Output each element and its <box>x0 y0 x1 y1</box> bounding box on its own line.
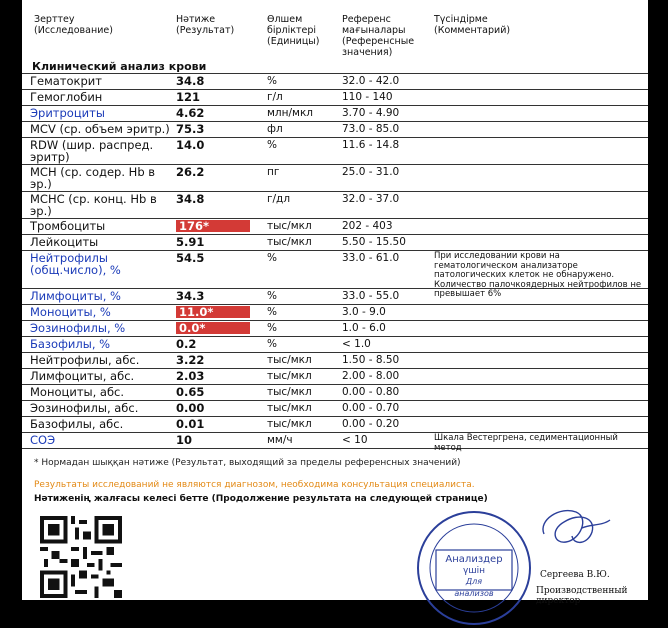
test-unit: % <box>267 290 277 302</box>
table-row <box>22 289 648 305</box>
stamp-icon <box>414 508 534 628</box>
test-unit: тыс/мкл <box>267 418 312 430</box>
test-unit: % <box>267 338 277 350</box>
test-name: СОЭ <box>30 433 56 447</box>
test-unit: % <box>267 75 277 87</box>
test-reference: 11.6 - 14.8 <box>342 139 400 151</box>
header-units-text: Өлшем бірліктері (Единицы) <box>267 14 320 47</box>
test-name: Моноциты, абс. <box>30 385 125 399</box>
test-result: 121 <box>176 90 201 104</box>
table-row <box>22 433 648 453</box>
test-name: Гемоглобин <box>30 90 103 104</box>
test-reference: 0.00 - 0.80 <box>342 386 400 398</box>
test-reference: 32.0 - 37.0 <box>342 193 400 205</box>
stamp-line3: Для <box>465 577 483 586</box>
test-result: 34.8 <box>176 192 205 206</box>
header-result-text: Нәтиже (Результат) <box>176 14 235 36</box>
continued-note: Нәтиженің жалғасы келесі бетте (Продолжение результата на следующей странице) <box>34 494 488 504</box>
test-result: 5.91 <box>176 235 205 249</box>
test-reference: 25.0 - 31.0 <box>342 166 400 178</box>
test-unit: пг <box>267 166 280 178</box>
test-result: 11.0* <box>176 306 250 318</box>
header-result <box>176 14 234 36</box>
test-result: 75.3 <box>176 122 205 136</box>
table-row <box>22 192 648 219</box>
signature-icon <box>530 500 620 560</box>
table-row <box>22 165 648 192</box>
test-result: 0.65 <box>176 385 205 399</box>
header-comment-text: Түсіндірме (Комментарий) <box>434 14 511 36</box>
table-row <box>22 369 648 385</box>
test-name: Базофилы, абс. <box>30 417 124 431</box>
test-name: Тромбоциты <box>30 219 106 233</box>
test-reference: < 1.0 <box>342 338 371 350</box>
test-result: 0.0* <box>176 322 250 334</box>
test-result: 2.03 <box>176 369 205 383</box>
test-reference: 5.50 - 15.50 <box>342 236 406 248</box>
test-reference: 73.0 - 85.0 <box>342 123 400 135</box>
test-unit: мм/ч <box>267 434 293 446</box>
stamp-line2: үшін <box>463 566 485 576</box>
table-row <box>22 235 648 251</box>
test-result: 14.0 <box>176 138 205 152</box>
qr-code-icon <box>40 514 122 600</box>
table-row <box>22 90 648 106</box>
test-name: Моноциты, % <box>30 305 111 319</box>
test-unit: тыс/мкл <box>267 370 312 382</box>
test-reference: 3.0 - 9.0 <box>342 306 386 318</box>
test-reference: 1.0 - 6.0 <box>342 322 386 334</box>
table-row <box>22 219 648 235</box>
header-test <box>34 14 113 36</box>
test-unit: фл <box>267 123 283 135</box>
test-result: 4.62 <box>176 106 205 120</box>
test-name: Эритроциты <box>30 106 105 120</box>
test-unit: % <box>267 322 277 334</box>
header-units <box>267 14 320 47</box>
table-row <box>22 385 648 401</box>
test-unit: тыс/мкл <box>267 220 312 232</box>
test-unit: млн/мкл <box>267 107 314 119</box>
header-reference <box>342 14 414 58</box>
test-name: Лейкоциты <box>30 235 99 249</box>
header-test-text: Зерттеу (Исследование) <box>34 14 113 36</box>
disclaimer-note: Результаты исследований не являются диагнозом, необходима консультация специалиста. <box>34 480 475 490</box>
test-unit: г/л <box>267 91 283 103</box>
header-comment <box>434 14 510 36</box>
table-row <box>22 417 648 433</box>
test-reference: 0.00 - 0.70 <box>342 402 400 414</box>
table-row <box>22 337 648 353</box>
stamp-line4: анализов <box>454 589 494 598</box>
test-reference: 1.50 - 8.50 <box>342 354 400 366</box>
table-row <box>22 74 648 90</box>
table-row <box>22 353 648 369</box>
test-unit: тыс/мкл <box>267 236 312 248</box>
test-name: RDW (шир. распред. эритр) <box>30 138 154 164</box>
test-reference: 202 - 403 <box>342 220 393 232</box>
test-unit: г/дл <box>267 193 291 205</box>
test-name: Нейтрофилы (общ.число), % <box>30 251 121 277</box>
table-row <box>22 138 648 165</box>
test-name: Эозинофилы, абс. <box>30 401 139 415</box>
signatory-name: Сергеева В.Ю. <box>540 570 610 580</box>
out-of-range-note: * Нормадан шыққан нәтиже (Результат, выходящий за пределы референсных значений) <box>34 458 461 468</box>
test-name: Лимфоциты, % <box>30 289 121 303</box>
section-title: Клинический анализ крови <box>32 60 207 73</box>
test-result: 54.5 <box>176 251 205 265</box>
test-name: Нейтрофилы, абс. <box>30 353 140 367</box>
header-reference-text: Референс мағыналары (Референсные значения) <box>342 14 415 58</box>
test-result: 3.22 <box>176 353 205 367</box>
test-name: Базофилы, % <box>30 337 111 351</box>
test-unit: тыс/мкл <box>267 386 312 398</box>
stamp-line1: Анализдер <box>445 554 503 565</box>
test-name: Гематокрит <box>30 74 102 88</box>
table-row <box>22 401 648 417</box>
test-reference: < 10 <box>342 434 368 446</box>
test-unit: тыс/мкл <box>267 402 312 414</box>
test-unit: % <box>267 306 277 318</box>
test-reference: 110 - 140 <box>342 91 393 103</box>
test-unit: % <box>267 252 277 264</box>
test-comment: При исследовании крови на гематологическом анализаторе патологических клеток не обнаружено. Количество палочкоядерных нейтрофилов не превышает 6% <box>434 251 642 299</box>
test-result: 34.8 <box>176 74 205 88</box>
table-row <box>22 305 648 321</box>
test-result: 176* <box>176 220 250 232</box>
table-row <box>22 122 648 138</box>
test-name: MCHC (ср. конц. Hb в эр.) <box>30 192 157 218</box>
test-result: 26.2 <box>176 165 205 179</box>
test-result: 34.3 <box>176 289 205 303</box>
test-reference: 33.0 - 55.0 <box>342 290 400 302</box>
test-reference: 0.00 - 0.20 <box>342 418 400 430</box>
test-result: 10 <box>176 433 193 447</box>
test-result: 0.01 <box>176 417 205 431</box>
test-name: Лимфоциты, абс. <box>30 369 135 383</box>
test-comment: Шкала Вестергрена, седиментационный метод <box>434 433 618 453</box>
test-reference: 3.70 - 4.90 <box>342 107 400 119</box>
test-name: Эозинофилы, % <box>30 321 126 335</box>
test-reference: 33.0 - 61.0 <box>342 252 400 264</box>
test-unit: % <box>267 139 277 151</box>
test-result: 0.00 <box>176 401 205 415</box>
test-name: MCH (ср. содер. Hb в эр.) <box>30 165 156 191</box>
test-reference: 2.00 - 8.00 <box>342 370 400 382</box>
table-row <box>22 321 648 337</box>
signatory-role: Производственный директор <box>536 586 628 606</box>
test-name: MCV (ср. объем эритр.) <box>30 122 170 136</box>
table-row <box>22 106 648 122</box>
test-result: 0.2 <box>176 337 197 351</box>
test-unit: тыс/мкл <box>267 354 312 366</box>
test-reference: 32.0 - 42.0 <box>342 75 400 87</box>
lab-report-page <box>22 0 648 606</box>
